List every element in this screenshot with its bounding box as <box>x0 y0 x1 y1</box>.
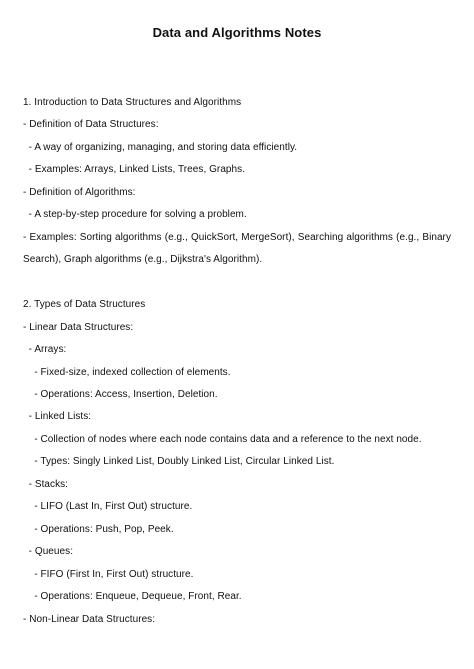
list-item: - Stacks: <box>23 479 69 490</box>
list-item-continuation: Search), Graph algorithms (e.g., Dijkstra's Algorithm). <box>23 254 263 265</box>
section-heading: 1. Introduction to Data Structures and Algorithms <box>23 97 242 108</box>
list-item: - Definition of Algorithms: <box>23 187 136 198</box>
list-item: - LIFO (Last In, First Out) structure. <box>23 501 193 512</box>
list-item: - Queues: <box>23 546 74 557</box>
list-item: - Fixed-size, indexed collection of elements. <box>23 367 231 378</box>
list-item: - Collection of nodes where each node contains data and a reference to the next node. <box>23 434 422 445</box>
list-item: - Linear Data Structures: <box>23 322 134 333</box>
list-item: - Examples: Arrays, Linked Lists, Trees, Graphs. <box>23 164 246 175</box>
list-item: - Operations: Access, Insertion, Deletion. <box>23 389 218 400</box>
list-item: - Non-Linear Data Structures: <box>23 614 156 625</box>
list-item: - FIFO (First In, First Out) structure. <box>23 569 194 580</box>
list-item: - Definition of Data Structures: <box>23 119 159 130</box>
section-heading: 2. Types of Data Structures <box>23 299 146 310</box>
list-item: - Types: Singly Linked List, Doubly Linked List, Circular Linked List. <box>23 456 335 467</box>
list-item: - A way of organizing, managing, and storing data efficiently. <box>23 142 298 153</box>
list-item: - Operations: Push, Pop, Peek. <box>23 524 174 535</box>
list-item: - A step-by-step procedure for solving a problem. <box>23 209 247 220</box>
list-item: - Linked Lists: <box>23 411 92 422</box>
list-item: - Operations: Enqueue, Dequeue, Front, Rear. <box>23 591 242 602</box>
document-title: Data and Algorithms Notes <box>152 25 322 40</box>
list-item: - Examples: Sorting algorithms (e.g., QuickSort, MergeSort), Searching algorithms (e.g., Binary <box>23 232 451 243</box>
list-item: - Arrays: <box>23 344 67 355</box>
